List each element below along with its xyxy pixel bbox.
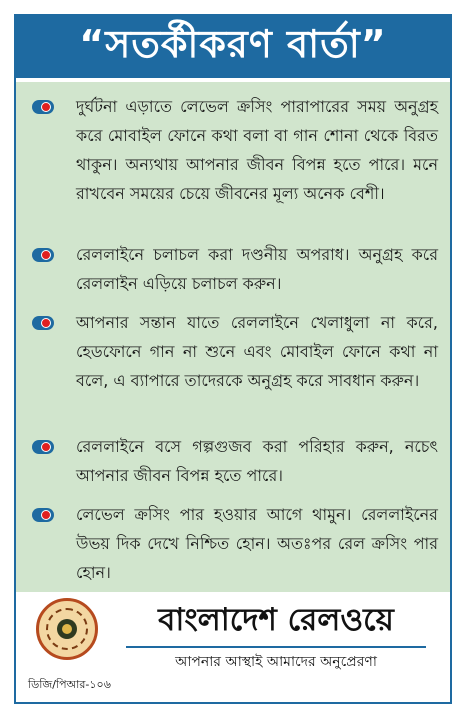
bullet-icon: [32, 508, 54, 522]
bullet-icon: [32, 316, 54, 330]
org-tagline: আপনার আস্থাই আমাদের অনুপ্রেরণা: [175, 654, 377, 670]
bangladesh-railway-logo-icon: [36, 598, 98, 660]
notice-body: [16, 82, 450, 592]
bullet-icon: [32, 100, 54, 114]
notice-item-text: রেললাইনে চলাচল করা দণ্ডনীয় অপরাধ। অনুগ্রহ করে রেললাইন এড়িয়ে চলাচল করুন।: [76, 245, 438, 293]
top-cropped-strip: [14, 0, 454, 10]
reference-code: ডিজি/পিআর-১০৬: [28, 678, 111, 691]
notice-footer: [16, 592, 450, 702]
tagline-divider: [126, 646, 426, 648]
org-name: বাংলাদেশ রেলওয়ে: [158, 602, 394, 638]
notice-item-text: দুর্ঘটনা এড়াতে লেভেল ক্রসিং পারাপারের সময় অনুগ্রহ করে মোবাইল ফোনে কথা বলা বা গান শোনা থেকে বিরত থাকুন। অন্যথায় আপনার জীবন বিপন্ন হতে পারে। মনে রাখবেন সময়ের চেয়ে জীবনের মূল্য অনেক বেশী।: [76, 97, 438, 203]
notice-item-text: রেললাইনে বসে গল্পগুজব করা পরিহার করুন, নচেৎ আপনার জীবন বিপন্ন হতে পারে।: [76, 437, 438, 485]
notice-header: [16, 16, 450, 78]
notice-item-text: লেভেল ক্রসিং পার হওয়ার আগে থামুন। রেললাইনের উভয় দিক দেখে নিশ্চিত হোন। অতঃপর রেল ক্রসিং পার হোন।: [76, 505, 438, 582]
bullet-icon: [32, 248, 54, 262]
bullet-icon: [32, 440, 54, 454]
notice-item-text: আপনার সন্তান যাতে রেললাইনে খেলাধুলা না করে, হেডফোনে গান না শুনে এবং মোবাইল ফোনে কথা না বলে, এ ব্যাপারে তাদেরকে অনুগ্রহ করে সাবধান করুন।: [76, 313, 438, 390]
notice-title: “সতর্কীকরণ বার্তা”: [79, 22, 387, 66]
